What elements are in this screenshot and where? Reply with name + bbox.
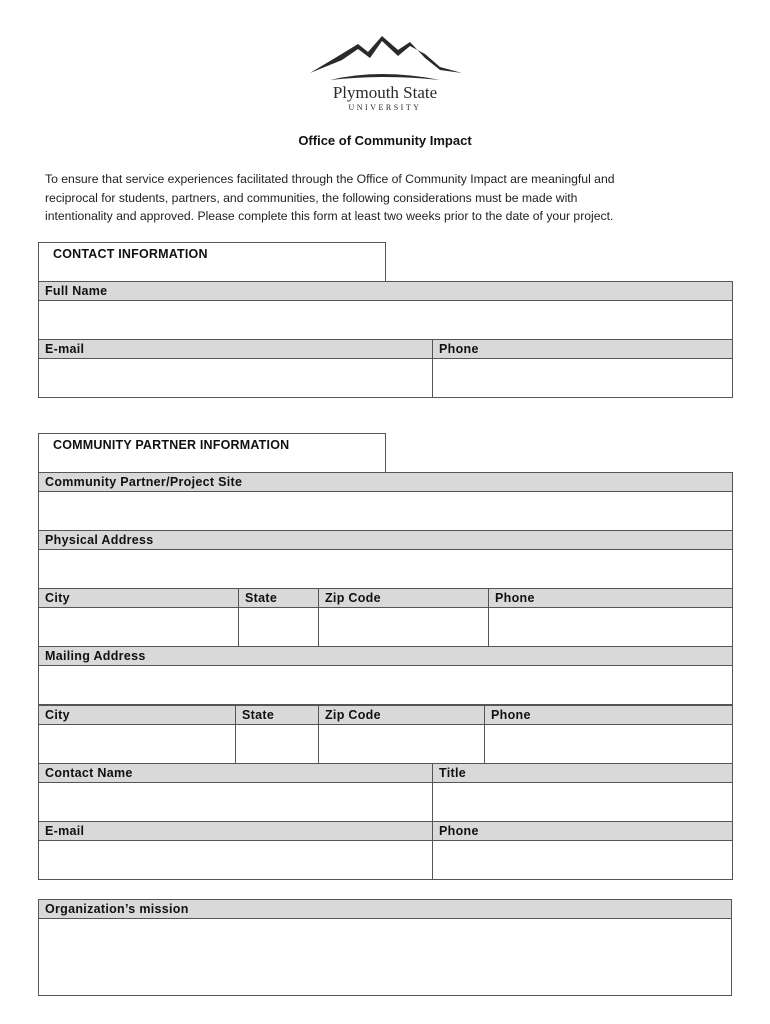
mailing-zip-field[interactable] [319,725,485,764]
partner-info-table [38,472,733,705]
state-field[interactable] [239,608,319,647]
mailing-phone-field[interactable] [485,725,733,764]
university-logo [300,30,470,120]
contact-info-table [38,281,733,398]
intro-line: intentionality and approved. Please complete this form at least two weeks prior to the date of your project. [45,209,614,223]
city-field[interactable] [39,608,239,647]
partner-phone-field[interactable] [433,841,733,880]
partner-email-field[interactable] [39,841,433,880]
email-label: E-mail [39,340,433,359]
contact-name-label: Contact Name [39,764,433,783]
partner-phone-label: Phone [433,822,733,841]
physical-address-label: Physical Address [39,531,733,550]
page-title: Office of Community Impact [298,133,472,148]
intro-paragraph [45,170,735,226]
phone-field[interactable] [433,359,733,398]
mailing-city-label: City [39,706,236,725]
mailing-city-field[interactable] [39,725,236,764]
state-label: State [239,589,319,608]
mission-table [38,899,732,996]
mission-field[interactable] [39,919,732,996]
partner-email-label: E-mail [39,822,433,841]
mountain-logo-icon [300,30,470,85]
intro-line: To ensure that service experiences facilitated through the Office of Community Impact are meaningful and [45,172,615,186]
mailing-address-label: Mailing Address [39,647,733,666]
city-label: City [39,589,239,608]
contact-section-heading [38,242,386,282]
mailing-state-label: State [236,706,319,725]
logo-subtitle: UNIVERSITY [348,103,422,112]
logo-name: Plymouth State [332,83,438,102]
contact-name-field[interactable] [39,783,433,822]
phone-label: Phone [489,589,733,608]
mailing-state-field[interactable] [236,725,319,764]
mission-label: Organization’s mission [39,900,732,919]
zip-field[interactable] [319,608,489,647]
contact-title-field[interactable] [433,783,733,822]
zip-label: Zip Code [319,589,489,608]
full-name-label: Full Name [39,282,733,301]
mailing-zip-label: Zip Code [319,706,485,725]
partner-mailing-city-table [38,705,733,764]
partner-heading-label: COMMUNITY PARTNER INFORMATION [53,438,290,452]
physical-address-field[interactable] [39,550,733,589]
partner-site-field[interactable] [39,492,733,531]
partner-site-label: Community Partner/Project Site [39,473,733,492]
mailing-address-field[interactable] [39,666,733,705]
phone-field[interactable] [489,608,733,647]
intro-line: reciprocal for students, partners, and communities, the following considerations must be made with [45,190,578,205]
partner-section-heading [38,433,386,473]
phone-label: Phone [433,340,733,359]
email-field[interactable] [39,359,433,398]
partner-contact-table [38,763,733,880]
full-name-field[interactable] [39,301,733,340]
mailing-phone-label: Phone [485,706,733,725]
contact-heading-label: CONTACT INFORMATION [53,247,208,261]
contact-title-label: Title [433,764,733,783]
